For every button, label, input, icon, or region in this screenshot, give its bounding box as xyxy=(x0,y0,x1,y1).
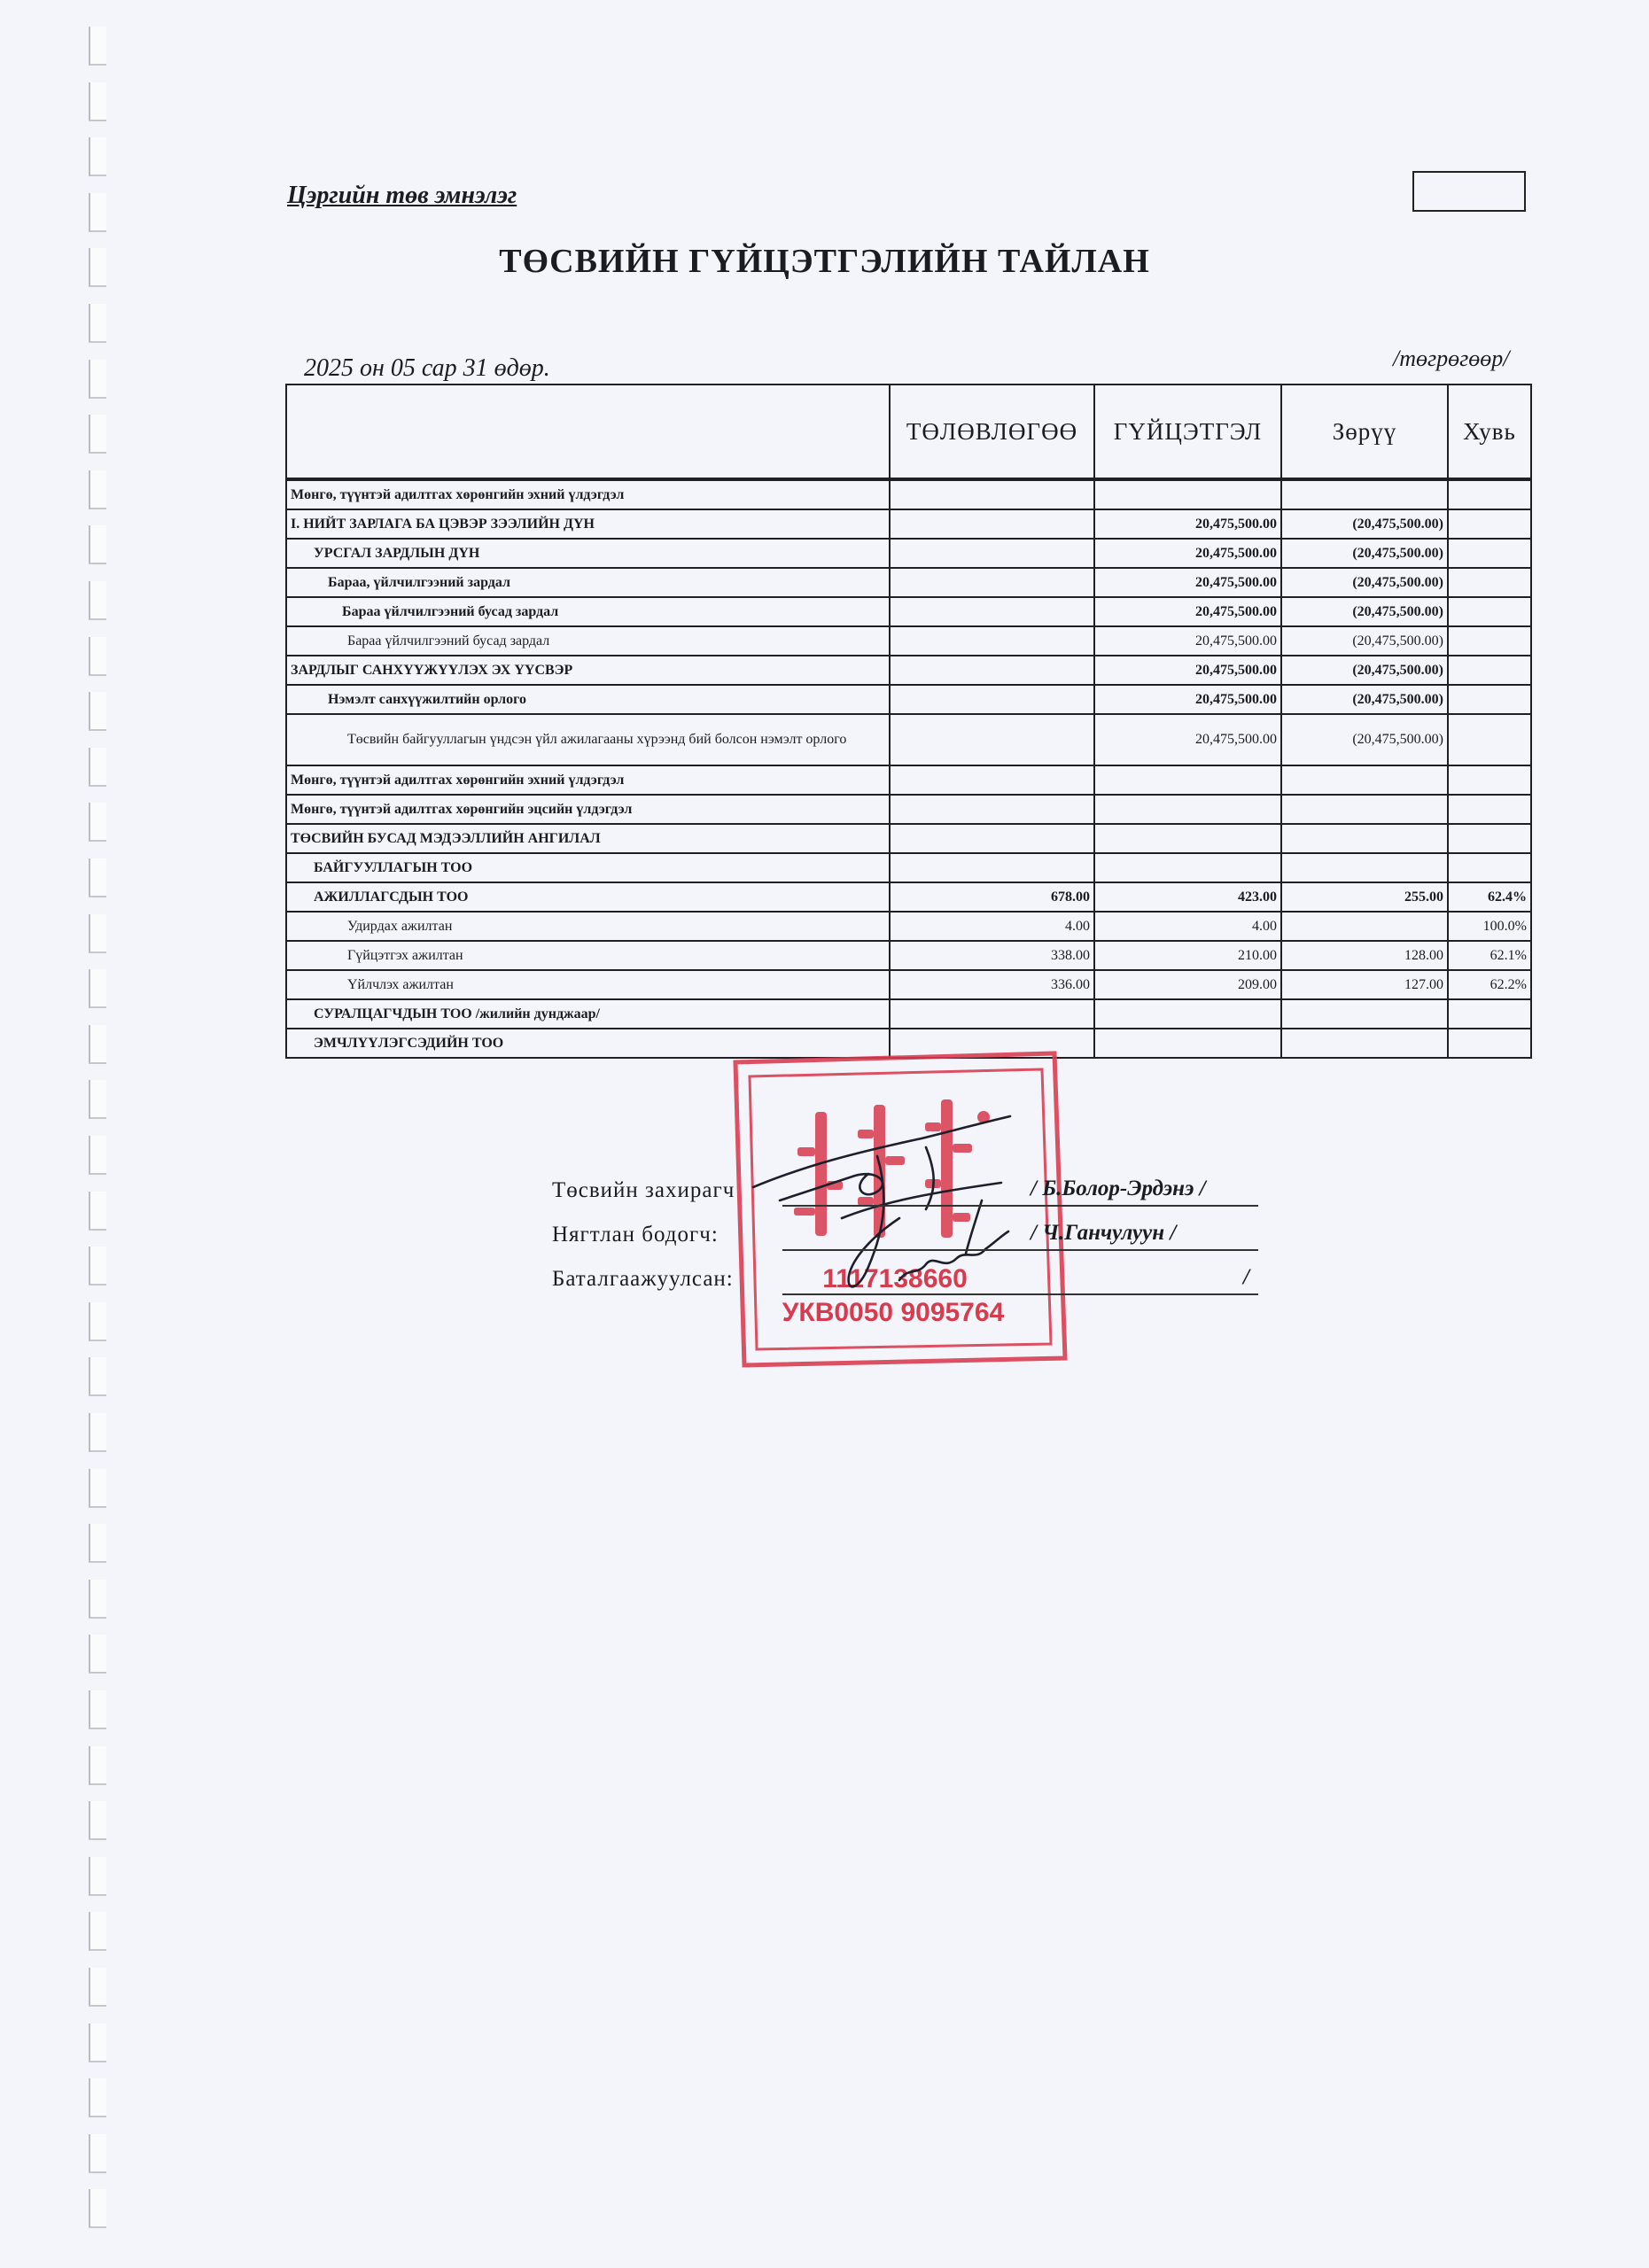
punch-hole xyxy=(89,137,106,176)
punch-hole xyxy=(89,1192,106,1231)
punch-hole xyxy=(89,748,106,787)
percent-value xyxy=(1448,509,1531,539)
percent-value xyxy=(1448,853,1531,882)
punch-hole xyxy=(89,1136,106,1175)
punch-hole xyxy=(89,1857,106,1896)
actual-value: 423.00 xyxy=(1094,882,1281,912)
actual-value xyxy=(1094,999,1281,1029)
plan-value xyxy=(890,853,1094,882)
table-row xyxy=(286,999,1531,1029)
row-label: Мөнгө, түүнтэй адилтгах хөрөнгийн эхний үлдэгдэл xyxy=(286,765,890,795)
punch-hole xyxy=(89,1635,106,1674)
punch-hole xyxy=(89,2189,106,2228)
row-label: Нэмэлт санхүүжилтийн орлого xyxy=(286,685,890,714)
actual-value: 20,475,500.00 xyxy=(1094,685,1281,714)
actual-value: 20,475,500.00 xyxy=(1094,539,1281,568)
plan-value xyxy=(890,824,1094,853)
row-label: БАЙГУУЛЛАГЫН ТОО xyxy=(286,853,890,882)
form-code-box xyxy=(1412,171,1526,212)
verified-label: Баталгаажуулсан: xyxy=(552,1267,734,1291)
plan-value xyxy=(890,656,1094,685)
table-row xyxy=(286,853,1531,882)
percent-value xyxy=(1448,539,1531,568)
punch-hole xyxy=(89,525,106,564)
table-row xyxy=(286,626,1531,656)
director-name: / Б.Болор-Эрдэнэ / xyxy=(1031,1177,1206,1200)
table-row xyxy=(286,882,1531,912)
verified-signature-line xyxy=(782,1293,1258,1295)
plan-value xyxy=(890,685,1094,714)
percent-value xyxy=(1448,1029,1531,1058)
row-label: Бараа үйлчилгээний бусад зардал xyxy=(286,626,890,656)
row-label: ТӨСВИЙН БУСАД МЭДЭЭЛЛИЙН АНГИЛАЛ xyxy=(286,824,890,853)
punch-hole xyxy=(89,415,106,454)
row-label: Бараа, үйлчилгээний зардал xyxy=(286,568,890,597)
table-body xyxy=(286,479,1531,1058)
actual-value xyxy=(1094,765,1281,795)
difference-value: (20,475,500.00) xyxy=(1281,656,1448,685)
table-row xyxy=(286,970,1531,999)
table-row xyxy=(286,479,1531,509)
plan-value xyxy=(890,626,1094,656)
percent-value xyxy=(1448,824,1531,853)
row-label: АЖИЛЛАГСДЫН ТОО xyxy=(286,882,890,912)
punch-hole xyxy=(89,1690,106,1729)
percent-value xyxy=(1448,999,1531,1029)
percent-value: 62.4% xyxy=(1448,882,1531,912)
punch-hole xyxy=(89,1912,106,1951)
difference-value xyxy=(1281,824,1448,853)
plan-value: 338.00 xyxy=(890,941,1094,970)
plan-value xyxy=(890,999,1094,1029)
punch-hole xyxy=(89,1025,106,1064)
actual-value: 20,475,500.00 xyxy=(1094,597,1281,626)
plan-value: 678.00 xyxy=(890,882,1094,912)
budget-table xyxy=(285,384,1532,1059)
percent-value xyxy=(1448,597,1531,626)
row-label: УРСГАЛ ЗАРДЛЫН ДҮН xyxy=(286,539,890,568)
punch-hole xyxy=(89,1413,106,1452)
difference-value: (20,475,500.00) xyxy=(1281,626,1448,656)
table-row xyxy=(286,912,1531,941)
punch-hole xyxy=(89,1080,106,1119)
percent-value xyxy=(1448,685,1531,714)
punch-hole xyxy=(89,2023,106,2062)
accountant-signature-row xyxy=(552,1223,1261,1258)
percent-value xyxy=(1448,765,1531,795)
currency-unit: /төгрөгөөр/ xyxy=(1393,346,1510,371)
director-signature-row xyxy=(552,1178,1261,1214)
signature-block xyxy=(552,1178,1261,1302)
punch-hole xyxy=(89,2078,106,2117)
row-label: Төсвийн байгууллагын үндсэн үйл ажилагааны хүрээнд бий болсон нэмэлт орлого xyxy=(286,714,890,765)
stamp-number: 1117138660 xyxy=(822,1264,968,1293)
difference-value: (20,475,500.00) xyxy=(1281,714,1448,765)
punch-hole xyxy=(89,1968,106,2007)
table-row xyxy=(286,795,1531,824)
difference-value xyxy=(1281,912,1448,941)
punch-hole xyxy=(89,1524,106,1563)
column-header-percent: Хувь xyxy=(1448,384,1531,479)
row-label: Мөнгө, түүнтэй адилтгах хөрөнгийн эцсийн үлдэгдэл xyxy=(286,795,890,824)
punch-hole xyxy=(89,803,106,842)
plan-value xyxy=(890,568,1094,597)
plan-value xyxy=(890,765,1094,795)
plan-value xyxy=(890,539,1094,568)
row-label: Үйлчлэх ажилтан xyxy=(286,970,890,999)
percent-value xyxy=(1448,568,1531,597)
accountant-name: / Ч.Ганчулуун / xyxy=(1031,1221,1177,1245)
punch-hole xyxy=(89,581,106,620)
difference-value: (20,475,500.00) xyxy=(1281,685,1448,714)
punch-hole xyxy=(89,969,106,1008)
punch-hole xyxy=(89,1801,106,1840)
actual-value: 20,475,500.00 xyxy=(1094,509,1281,539)
punch-hole xyxy=(89,193,106,232)
column-header-plan: ТӨЛӨВЛӨГӨӨ xyxy=(890,384,1094,479)
actual-value: 20,475,500.00 xyxy=(1094,568,1281,597)
punch-hole xyxy=(89,2134,106,2173)
actual-value: 210.00 xyxy=(1094,941,1281,970)
row-label: Бараа үйлчилгээний бусад зардал xyxy=(286,597,890,626)
report-title: ТӨСВИЙН ГҮЙЦЭТГЭЛИЙН ТАЙЛАН xyxy=(499,243,1150,280)
punch-hole xyxy=(89,914,106,953)
table-header-row xyxy=(286,384,1531,479)
difference-value: (20,475,500.00) xyxy=(1281,509,1448,539)
plan-value xyxy=(890,509,1094,539)
plan-value: 4.00 xyxy=(890,912,1094,941)
punch-hole xyxy=(89,637,106,676)
row-label: Удирдах ажилтан xyxy=(286,912,890,941)
punch-hole xyxy=(89,82,106,121)
percent-value: 62.2% xyxy=(1448,970,1531,999)
plan-value xyxy=(890,479,1094,509)
table-row xyxy=(286,539,1531,568)
percent-value xyxy=(1448,795,1531,824)
actual-value: 20,475,500.00 xyxy=(1094,626,1281,656)
column-header-actual: ГҮЙЦЭТГЭЛ xyxy=(1094,384,1281,479)
punch-hole xyxy=(89,1746,106,1785)
column-header-label xyxy=(286,384,890,479)
actual-value xyxy=(1094,479,1281,509)
percent-value xyxy=(1448,714,1531,765)
actual-value: 20,475,500.00 xyxy=(1094,714,1281,765)
punch-hole xyxy=(89,470,106,509)
difference-value: 127.00 xyxy=(1281,970,1448,999)
verified-name: / xyxy=(1243,1265,1249,1289)
report-date: 2025 он 05 сар 31 өдөр. xyxy=(304,354,550,382)
accountant-signature-line xyxy=(782,1249,1258,1251)
punch-hole xyxy=(89,692,106,731)
difference-value xyxy=(1281,479,1448,509)
actual-value: 4.00 xyxy=(1094,912,1281,941)
difference-value xyxy=(1281,795,1448,824)
table-row xyxy=(286,597,1531,626)
punch-hole xyxy=(89,1247,106,1285)
percent-value xyxy=(1448,656,1531,685)
punch-holes-strip xyxy=(89,27,106,2250)
actual-value: 20,475,500.00 xyxy=(1094,656,1281,685)
difference-value xyxy=(1281,765,1448,795)
table-row xyxy=(286,824,1531,853)
row-label: ЭМЧЛҮҮЛЭГСЭДИЙН ТОО xyxy=(286,1029,890,1058)
punch-hole xyxy=(89,1469,106,1508)
table-row xyxy=(286,568,1531,597)
punch-hole xyxy=(89,304,106,343)
actual-value xyxy=(1094,824,1281,853)
punch-hole xyxy=(89,1302,106,1341)
accountant-label: Нягтлан бодогч: xyxy=(552,1223,719,1247)
actual-value xyxy=(1094,853,1281,882)
table-row xyxy=(286,509,1531,539)
table-row xyxy=(286,765,1531,795)
difference-value xyxy=(1281,1029,1448,1058)
table-row xyxy=(286,685,1531,714)
difference-value: (20,475,500.00) xyxy=(1281,568,1448,597)
column-header-difference: Зөрүү xyxy=(1281,384,1448,479)
plan-value xyxy=(890,714,1094,765)
row-label: Мөнгө, түүнтэй адилтгах хөрөнгийн эхний үлдэгдэл xyxy=(286,479,890,509)
punch-hole xyxy=(89,360,106,399)
difference-value: 255.00 xyxy=(1281,882,1448,912)
actual-value xyxy=(1094,795,1281,824)
difference-value: 128.00 xyxy=(1281,941,1448,970)
row-label: Гүйцэтгэх ажилтан xyxy=(286,941,890,970)
difference-value: (20,475,500.00) xyxy=(1281,597,1448,626)
row-label: I. НИЙТ ЗАРЛАГА БА ЦЭВЭР ЗЭЭЛИЙН ДҮН xyxy=(286,509,890,539)
punch-hole xyxy=(89,858,106,897)
plan-value: 336.00 xyxy=(890,970,1094,999)
difference-value xyxy=(1281,853,1448,882)
difference-value: (20,475,500.00) xyxy=(1281,539,1448,568)
director-label: Төсвийн захирагч xyxy=(552,1178,735,1202)
actual-value: 209.00 xyxy=(1094,970,1281,999)
punch-hole xyxy=(89,27,106,66)
percent-value xyxy=(1448,626,1531,656)
difference-value xyxy=(1281,999,1448,1029)
punch-hole xyxy=(89,1357,106,1396)
table-row xyxy=(286,941,1531,970)
plan-value xyxy=(890,597,1094,626)
verified-signature-row xyxy=(552,1267,1261,1302)
actual-value xyxy=(1094,1029,1281,1058)
table-row xyxy=(286,656,1531,685)
plan-value xyxy=(890,795,1094,824)
row-label: ЗАРДЛЫГ САНХҮҮЖҮҮЛЭХ ЭХ ҮҮСВЭР xyxy=(286,656,890,685)
percent-value: 62.1% xyxy=(1448,941,1531,970)
stamp-code: УКВ0050 9095764 xyxy=(782,1298,1005,1327)
row-label: СУРАЛЦАГЧДЫН ТОО /жилийн дунджаар/ xyxy=(286,999,890,1029)
table-row xyxy=(286,714,1531,765)
punch-hole xyxy=(89,1580,106,1619)
director-signature-line xyxy=(782,1205,1258,1207)
percent-value: 100.0% xyxy=(1448,912,1531,941)
percent-value xyxy=(1448,479,1531,509)
organization-name: Цэргийн төв эмнэлэг xyxy=(287,182,517,209)
